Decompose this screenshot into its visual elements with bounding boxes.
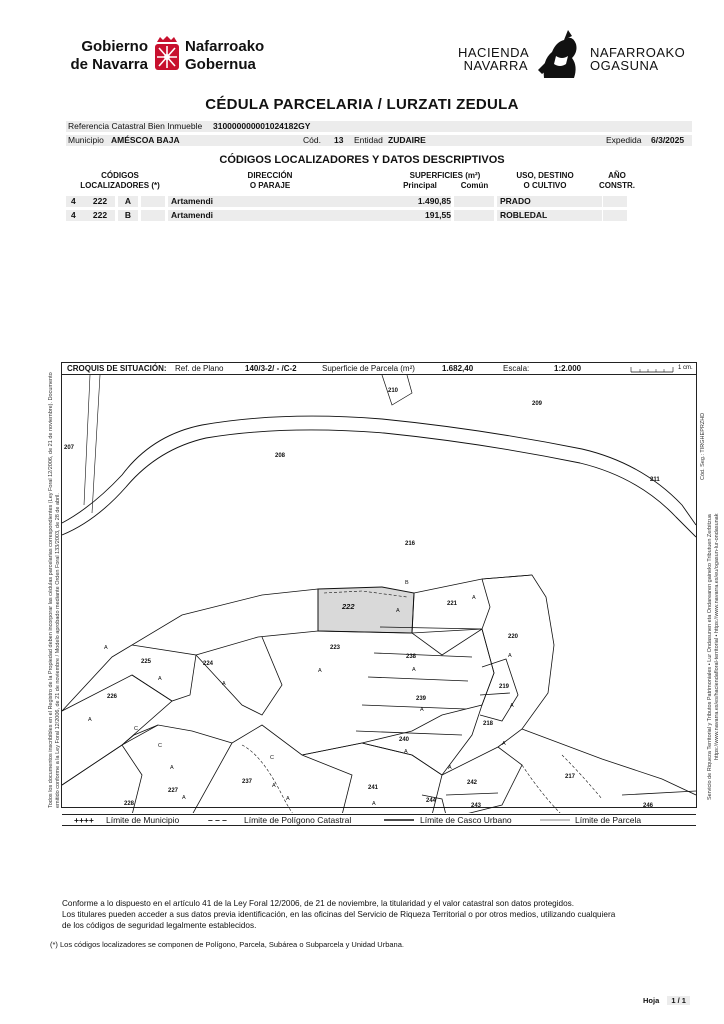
header-principal: Principal bbox=[403, 181, 437, 190]
cell-parcela: 222 bbox=[85, 196, 115, 207]
subarea-a: A bbox=[502, 741, 506, 747]
header-sup: SUPERFICIES (m²) bbox=[409, 171, 481, 180]
header-uso bbox=[495, 171, 595, 191]
subarea-a: A bbox=[222, 681, 226, 687]
parcel-label-223: 223 bbox=[330, 645, 341, 651]
page-indicator bbox=[643, 996, 690, 1005]
referencia-value: 310000000001024182GY bbox=[213, 121, 311, 131]
subarea-a: A bbox=[372, 801, 376, 807]
header-ano bbox=[592, 171, 642, 191]
parcel-label-239: 239 bbox=[416, 696, 427, 702]
parcel-label-228: 228 bbox=[124, 801, 135, 807]
page-title: CÉDULA PARCELARIA / LURZATI ZEDULA bbox=[205, 96, 519, 113]
subarea-a: A bbox=[182, 795, 186, 801]
legend-municipio: Límite de Municipio bbox=[106, 815, 180, 825]
hac-line1-right: NAFARROAKO bbox=[590, 45, 686, 60]
gov-line1-left: Gobierno bbox=[81, 38, 148, 55]
cell-parcela: 222 bbox=[85, 210, 115, 221]
subarea-c: C bbox=[270, 755, 274, 761]
subarea-a: A bbox=[510, 703, 514, 709]
legend-parcela: Límite de Parcela bbox=[575, 815, 642, 825]
parcel-label-221: 221 bbox=[447, 601, 458, 607]
legend-parcela-line-icon bbox=[540, 819, 570, 822]
header-codigos bbox=[70, 171, 170, 191]
referencia-row bbox=[66, 121, 692, 132]
subarea-a: A bbox=[448, 765, 452, 771]
cell-uso: ROBLEDAL bbox=[497, 210, 602, 221]
escala-value: 1:2.000 bbox=[554, 364, 582, 373]
croquis-label: CROQUIS DE SITUACIÓN: bbox=[67, 364, 167, 373]
header-ano-2: CONSTR. bbox=[599, 181, 635, 190]
cell-ano bbox=[603, 210, 627, 221]
cell-poligono: 4 bbox=[66, 210, 87, 221]
hoja-value: 1 / 1 bbox=[667, 996, 690, 1005]
hac-line2-left: NAVARRA bbox=[463, 58, 528, 73]
header-direccion bbox=[220, 171, 320, 191]
subarea-a: A bbox=[472, 595, 476, 601]
subarea-c: C bbox=[134, 726, 138, 732]
referencia-label: Referencia Catastral Bien Inmueble bbox=[68, 121, 203, 131]
navarra-crest-icon bbox=[153, 36, 181, 74]
municipio-value: AMÉSCOA BAJA bbox=[111, 135, 180, 145]
entidad-label: Entidad bbox=[354, 135, 383, 145]
parcel-label-240: 240 bbox=[399, 737, 410, 743]
side-url-text: https://www.navarra.es/es/haciendafloral-territorial • https://www.navarra.es/eu/ogasun-lur-ondasunak bbox=[714, 513, 720, 760]
subarea-a: A bbox=[88, 717, 92, 723]
plano-label: Ref. de Plano bbox=[175, 364, 224, 373]
subarea-a: A bbox=[404, 749, 408, 755]
header-superficies bbox=[395, 171, 495, 181]
header-uso-2: O CULTIVO bbox=[523, 181, 567, 190]
header-comun: Común bbox=[460, 181, 489, 190]
cell-principal: 191,55 bbox=[393, 210, 451, 221]
parcel-label-226: 226 bbox=[107, 694, 118, 700]
cell-comun bbox=[454, 210, 494, 221]
expedida-label: Expedida bbox=[606, 135, 642, 145]
parcel-label-219: 219 bbox=[499, 684, 510, 690]
entidad-value: ZUDAIRE bbox=[388, 135, 426, 145]
superficie-value: 1.682,40 bbox=[442, 364, 474, 373]
header-dir-2: O PARAJE bbox=[249, 181, 291, 190]
gov-line2-left: de Navarra bbox=[70, 56, 148, 73]
parcel-label-237: 237 bbox=[242, 779, 253, 785]
gobierno-navarra-logo bbox=[66, 38, 296, 78]
parcel-label-220: 220 bbox=[508, 634, 519, 640]
croquis-header bbox=[62, 363, 696, 375]
legend-poligono-symbol: – – – bbox=[208, 815, 227, 825]
legend-casco: Límite de Casco Urbano bbox=[420, 815, 512, 825]
scale-ruler-icon bbox=[630, 365, 674, 373]
section-title: CÓDIGOS LOCALIZADORES Y DATOS DESCRIPTIVOS bbox=[219, 154, 505, 166]
parcel-label-224: 224 bbox=[203, 661, 214, 667]
hoja-label: Hoja bbox=[643, 996, 660, 1005]
cm-label: 1 cm. bbox=[678, 365, 693, 371]
cell-comun bbox=[454, 196, 494, 207]
legend-municipio-symbol: ++++ bbox=[74, 815, 94, 825]
subarea-c: C bbox=[158, 743, 162, 749]
parcel-label-246: 246 bbox=[643, 803, 654, 809]
cell-poligono: 4 bbox=[66, 196, 87, 207]
header-ano-1: AÑO bbox=[608, 171, 626, 180]
parcel-label-238: 238 bbox=[406, 654, 417, 660]
hac-line2-right: OGASUNA bbox=[590, 58, 659, 73]
parcel-label-218: 218 bbox=[483, 721, 494, 727]
parcel-label-222: 222 bbox=[342, 602, 355, 611]
parcel-map bbox=[62, 375, 696, 813]
parcel-label-208: 208 bbox=[275, 453, 286, 459]
cell-paraje: Artamendi bbox=[168, 196, 393, 207]
cell-principal: 1.490,85 bbox=[393, 196, 451, 207]
gov-line2-right: Gobernua bbox=[185, 56, 256, 73]
hac-line1-left: HACIENDA bbox=[458, 45, 530, 60]
security-code: Cód. Seg.: TIRGHEPRZHD bbox=[700, 412, 706, 480]
expedida-value: 6/3/2025 bbox=[651, 135, 685, 145]
cell-ano bbox=[603, 196, 627, 207]
cod-value: 13 bbox=[334, 135, 344, 145]
parcel-label-207: 207 bbox=[64, 445, 75, 451]
header-codigos-1: CÓDIGOS bbox=[101, 171, 139, 180]
subarea-a: A bbox=[420, 707, 424, 713]
header-dir-1: DIRECCIÓN bbox=[247, 171, 293, 180]
subarea-a: A bbox=[508, 653, 512, 659]
hacienda-navarra-logo bbox=[458, 46, 698, 86]
parcel-label-216: 216 bbox=[405, 541, 416, 547]
escala-label: Escala: bbox=[503, 364, 530, 373]
cell-subarea: A bbox=[118, 196, 138, 207]
parcel-label-211: 211 bbox=[650, 477, 660, 483]
parcel-label-217: 217 bbox=[565, 774, 576, 780]
note-access: Los titulares pueden acceder a sus datos previa identificación, en las oficinas del Servicio de Riqueza Territorial o por otros medios, utilizando cualquiera bbox=[62, 910, 616, 919]
map-legend bbox=[62, 814, 696, 826]
subarea-a: A bbox=[104, 645, 108, 651]
plano-value: 140/3-2/ - /C-2 bbox=[245, 364, 297, 373]
header-codigos-2: LOCALIZADORES (*) bbox=[80, 181, 160, 190]
cell-uso: PRADO bbox=[497, 196, 602, 207]
parcel-label-210: 210 bbox=[388, 388, 399, 394]
subarea-a: A bbox=[272, 783, 276, 789]
side-legal-text: Todos los documentos inscribibles en el Registro de la Propiedad deben incorporar las cédulas parcelarias correspondientes (Ley Foral 12/2006, de 21 de noviembre). Documento emitido conforme a la Ley Foral 12/2006, de 21 de noviembre / Modelo aprobado mediante Orden Foral 133/2003, de 28 de abril. bbox=[48, 372, 61, 808]
subarea-a: A bbox=[158, 676, 162, 682]
subarea-b: B bbox=[405, 580, 409, 586]
note-localizadores: (*) Los códigos localizadores se componen de Polígono, Parcela, Subárea o Subparcela y Unidad Urbana. bbox=[50, 940, 404, 949]
cell-unidad bbox=[141, 196, 165, 207]
header-uso-1: USO, DESTINO bbox=[516, 171, 574, 180]
legend-poligono: Límite de Polígono Catastral bbox=[244, 815, 352, 825]
parcel-label-227: 227 bbox=[168, 788, 179, 794]
side-service-text: Servicio de Riqueza Territorial y Tributos Patrimoniales • Lur Ondasunen eta Ondarearen gaineko Tributuen Zerbitzua bbox=[707, 514, 713, 800]
subarea-a: A bbox=[286, 796, 290, 802]
parcel-label-209: 209 bbox=[532, 401, 543, 407]
subarea-a: A bbox=[396, 608, 400, 614]
municipio-label: Municipio bbox=[68, 135, 104, 145]
subarea-a: A bbox=[170, 765, 174, 771]
parcel-label-243: 243 bbox=[471, 803, 482, 809]
subarea-a: A bbox=[412, 667, 416, 673]
municipio-row bbox=[66, 135, 692, 146]
gov-line1-right: Nafarroako bbox=[185, 38, 265, 55]
cell-paraje: Artamendi bbox=[168, 210, 393, 221]
subarea-a: A bbox=[318, 668, 322, 674]
hacienda-figure-icon bbox=[534, 30, 586, 80]
parcel-label-242: 242 bbox=[467, 780, 478, 786]
note-protected: Conforme a lo dispuesto en el artículo 41 de la Ley Foral 12/2006, de 21 de noviembre, la titularidad y el valor catastral son datos protegidos. bbox=[62, 899, 575, 908]
parcel-label-244: 244 bbox=[426, 798, 437, 804]
cell-subarea: B bbox=[118, 210, 138, 221]
note-codes: de los códigos de seguridad legalmente establecidos. bbox=[62, 921, 257, 930]
legend-casco-line-icon bbox=[384, 819, 414, 822]
superficie-label: Superficie de Parcela (m²) bbox=[322, 364, 415, 373]
parcel-label-241: 241 bbox=[368, 785, 379, 791]
cell-unidad bbox=[141, 210, 165, 221]
cod-label: Cód. bbox=[303, 135, 321, 145]
parcel-label-225: 225 bbox=[141, 659, 152, 665]
